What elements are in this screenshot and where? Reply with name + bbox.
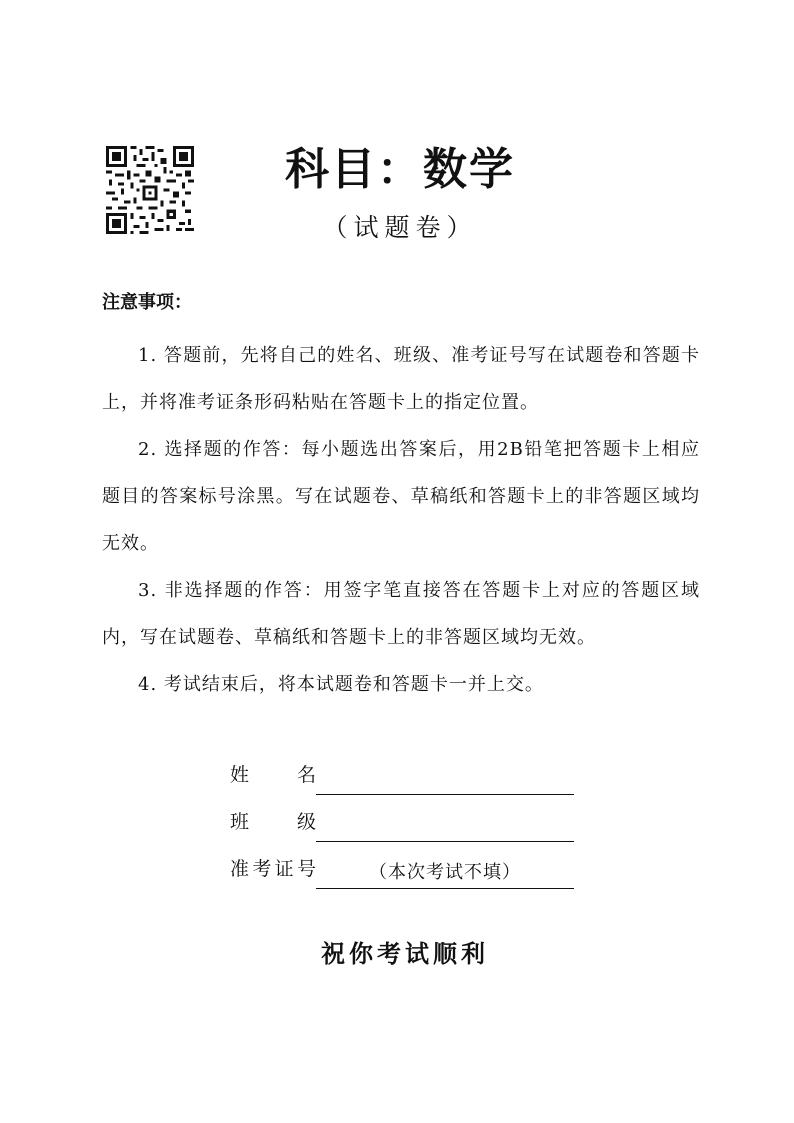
- class-blank[interactable]: [316, 811, 574, 842]
- notice-list: [102, 332, 700, 708]
- exam-id-field-row: [230, 842, 574, 889]
- good-luck-message: 祝你考试顺利: [321, 939, 489, 968]
- exam-id-label: 准考证号: [230, 858, 316, 880]
- candidate-info-form: [230, 748, 574, 889]
- class-label: 班 级: [230, 811, 316, 833]
- paper-type-subtitle: （试题卷）: [322, 213, 478, 242]
- name-label: 姓 名: [230, 764, 316, 786]
- name-blank[interactable]: [316, 764, 574, 795]
- notice-item-4: 4. 考试结束后，将本试题卷和答题卡一并上交。: [138, 674, 544, 695]
- notice-item-1: 1. 答题前，先将自己的姓名、班级、准考证号写在试题卷和答题卡上，并将准考证条形码粘贴在答题卡上的指定位置。: [102, 345, 700, 413]
- class-field-row: [230, 795, 574, 842]
- qr-code-icon: [106, 146, 194, 234]
- exam-id-blank: （本次考试不填）: [316, 858, 574, 889]
- notice-item-2: 2. 选择题的作答：每小题选出答案后，用2B铅笔把答题卡上相应题目的答案标号涂黑。写在试题卷、草稿纸和答题卡上的非答题区域均无效。: [102, 439, 700, 554]
- subject-title: 科目：数学: [285, 144, 515, 195]
- notice-heading: 注意事项：: [102, 292, 192, 313]
- notice-item-3: 3. 非选择题的作答：用签字笔直接答在答题卡上对应的答题区域内，写在试题卷、草稿纸和答题卡上的非答题区域均无效。: [102, 580, 700, 648]
- name-field-row: [230, 748, 574, 795]
